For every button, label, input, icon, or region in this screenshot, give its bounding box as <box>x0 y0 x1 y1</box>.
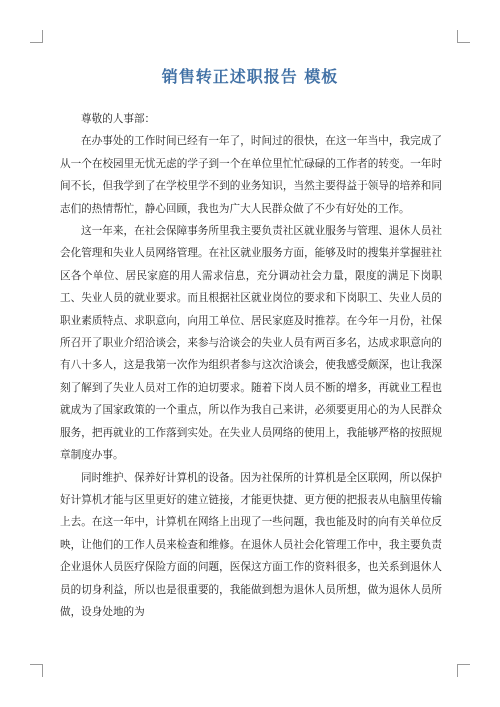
document-body <box>60 108 442 623</box>
paragraph-2: 这一年来，在社会保障事务所里我主要负责社区就业服务与管理、退休人员社会化管理和失业人员网络管理。在社区就业服务方面，能够及时的搜集并掌握驻社区各个单位、居民家庭的用人需求信息，充分调动社会力量，限度的满足下岗职工、失业人员的就业要求。而且根据社区就业岗位的要求和下岗职工、失业人员的职业素质特点、求职意向，向用工单位、居民家庭及时推荐。在今年一月份，社保所召开了职业介绍洽谈会，来参与洽谈会的失业人员有两百多名，达成求职意向的有八十多人，这是我第一次作为组织者参与这次洽谈会，使我感受颇深，也让我深刻了解到了失业人员对工作的迫切要求。随着下岗人员不断的增多，再就业工程也就成为了国家政策的一个重点，所以作为我自己来讲，必须要更用心的为人民群众服务，把再就业的工作落到实处。在失业人员网络的使用上，我能够严格的按照规章制度办事。 <box>60 225 442 462</box>
corner-mark-bottom-left <box>30 664 43 677</box>
document-title: 销售转正述职报告 模板 <box>161 67 339 86</box>
salutation: 尊敬的人事部： <box>81 113 156 125</box>
corner-mark-bottom-right <box>457 664 470 677</box>
corner-mark-top-left <box>30 30 43 43</box>
corner-mark-top-right <box>457 30 470 43</box>
paragraph-1: 在办事处的工作时间已经有一年了，时间过的很快，在这一年当中，我完成了从一个在校园里无忧无虑的学子到一个在单位里忙忙碌碌的工作者的转变。一年时间不长，但我学到了在学校里学不到的业务知识，当然主要得益于领导的培养和同志们的热情帮忙，静心回顾，我也为广大人民群众做了不少有好处的工作。 <box>60 135 442 215</box>
paragraph-3: 同时维护、保养好计算机的设备。因为社保所的计算机是全区联网，所以保护好计算机才能与区里更好的建立链接，才能更快捷、更方便的把报表从电脑里传输上去。在这一年中，计算机在网络上出现了一些问题，我也能及时的向有关单位反映，让他们的工作人员来检查和维修。在退休人员社会化管理工作中，我主要负责企业退休人员医疗保险方面的问题，医保这方面工作的资料很多，也关系到退休人员的切身利益，所以也是很重要的，我能做到想为退休人员所想，做为退休人员所做，设身处地的为 <box>60 471 442 618</box>
